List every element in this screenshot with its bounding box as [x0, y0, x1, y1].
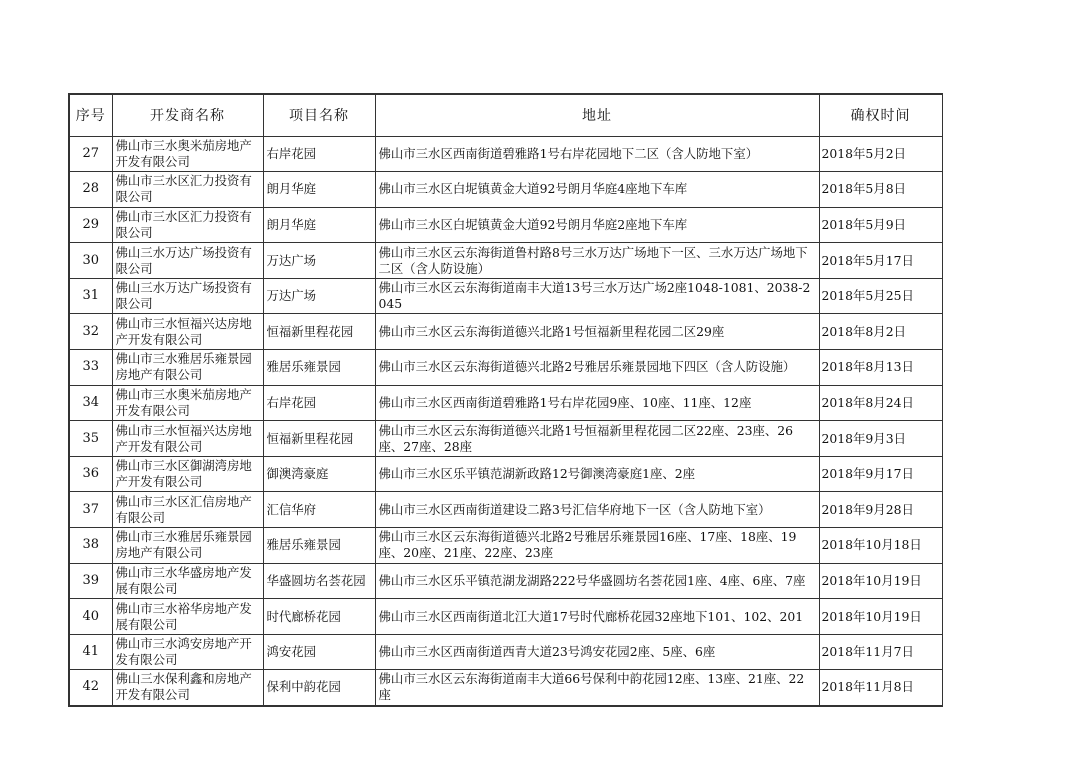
cell-project: 右岸花园	[263, 385, 375, 421]
cell-date: 2018年10月19日	[819, 563, 942, 599]
cell-date: 2018年8月13日	[819, 350, 942, 386]
cell-address: 佛山市三水区西南街道北江大道17号时代廊桥花园32座地下101、102、201	[375, 599, 819, 635]
cell-date: 2018年9月28日	[819, 492, 942, 528]
cell-project: 万达广场	[263, 243, 375, 279]
cell-no: 31	[69, 278, 112, 314]
cell-address: 佛山市三水区云东海街道德兴北路1号恒福新里程花园二区22座、23座、26座、27座、28座	[375, 421, 819, 457]
cell-developer: 佛山市三水区汇力投资有限公司	[112, 207, 263, 243]
cell-no: 40	[69, 599, 112, 635]
cell-developer: 佛山市三水恒福兴达房地产开发有限公司	[112, 314, 263, 350]
cell-address: 佛山市三水区白坭镇黄金大道92号朗月华庭4座地下车库	[375, 172, 819, 208]
cell-no: 35	[69, 421, 112, 457]
cell-address: 佛山市三水区乐平镇范湖新政路12号御澳湾豪庭1座、2座	[375, 456, 819, 492]
cell-address: 佛山市三水区云东海街道德兴北路2号雅居乐雍景园16座、17座、18座、19座、20座、21座、22座、23座	[375, 528, 819, 564]
cell-project: 保利中韵花园	[263, 670, 375, 706]
table-row	[69, 634, 942, 670]
cell-no: 41	[69, 634, 112, 670]
table-row	[69, 172, 942, 208]
cell-date: 2018年5月9日	[819, 207, 942, 243]
table-row	[69, 350, 942, 386]
table-row	[69, 278, 942, 314]
cell-no: 34	[69, 385, 112, 421]
header-developer: 开发商名称	[112, 94, 263, 136]
cell-developer: 佛山市三水恒福兴达房地产开发有限公司	[112, 421, 263, 457]
cell-project: 鸿安花园	[263, 634, 375, 670]
cell-date: 2018年8月2日	[819, 314, 942, 350]
header-row	[69, 94, 942, 136]
cell-address: 佛山市三水区白坭镇黄金大道92号朗月华庭2座地下车库	[375, 207, 819, 243]
header-project: 项目名称	[263, 94, 375, 136]
cell-address: 佛山市三水区云东海街道德兴北路1号恒福新里程花园二区29座	[375, 314, 819, 350]
table-row	[69, 385, 942, 421]
cell-developer: 佛山市三水区汇信房地产有限公司	[112, 492, 263, 528]
cell-address: 佛山市三水区乐平镇范湖龙湖路222号华盛圆坊名荟花园1座、4座、6座、7座	[375, 563, 819, 599]
table-row	[69, 563, 942, 599]
cell-developer: 佛山市三水区汇力投资有限公司	[112, 172, 263, 208]
cell-developer: 佛山市三水华盛房地产发展有限公司	[112, 563, 263, 599]
table-row	[69, 314, 942, 350]
property-rights-table	[68, 93, 943, 707]
cell-project: 右岸花园	[263, 136, 375, 172]
cell-date: 2018年10月19日	[819, 599, 942, 635]
cell-developer: 佛山三水万达广场投资有限公司	[112, 243, 263, 279]
cell-no: 32	[69, 314, 112, 350]
cell-address: 佛山市三水区云东海街道鲁村路8号三水万达广场地下一区、三水万达广场地下二区（含人防设施）	[375, 243, 819, 279]
table-row	[69, 492, 942, 528]
header-date: 确权时间	[819, 94, 942, 136]
header-no: 序号	[69, 94, 112, 136]
cell-no: 42	[69, 670, 112, 706]
cell-project: 恒福新里程花园	[263, 421, 375, 457]
cell-project: 雅居乐雍景园	[263, 350, 375, 386]
cell-project: 御澳湾豪庭	[263, 456, 375, 492]
table-body	[69, 136, 942, 706]
cell-no: 29	[69, 207, 112, 243]
cell-address: 佛山市三水区西南街道碧雅路1号右岸花园9座、10座、11座、12座	[375, 385, 819, 421]
cell-project: 万达广场	[263, 278, 375, 314]
cell-project: 华盛圆坊名荟花园	[263, 563, 375, 599]
cell-no: 33	[69, 350, 112, 386]
cell-no: 38	[69, 528, 112, 564]
cell-project: 雅居乐雍景园	[263, 528, 375, 564]
cell-developer: 佛山市三水雅居乐雍景园房地产有限公司	[112, 350, 263, 386]
cell-address: 佛山市三水区云东海街道德兴北路2号雅居乐雍景园地下四区（含人防设施）	[375, 350, 819, 386]
cell-developer: 佛山市三水鸿安房地产开发有限公司	[112, 634, 263, 670]
table-row	[69, 207, 942, 243]
table-row	[69, 243, 942, 279]
cell-date: 2018年5月17日	[819, 243, 942, 279]
table-row	[69, 528, 942, 564]
cell-date: 2018年11月7日	[819, 634, 942, 670]
cell-project: 时代廊桥花园	[263, 599, 375, 635]
cell-date: 2018年10月18日	[819, 528, 942, 564]
cell-date: 2018年9月17日	[819, 456, 942, 492]
table-row	[69, 421, 942, 457]
table-row	[69, 456, 942, 492]
cell-project: 朗月华庭	[263, 172, 375, 208]
cell-project: 汇信华府	[263, 492, 375, 528]
cell-date: 2018年9月3日	[819, 421, 942, 457]
cell-no: 37	[69, 492, 112, 528]
cell-no: 36	[69, 456, 112, 492]
table-row	[69, 670, 942, 706]
table-row	[69, 599, 942, 635]
cell-date: 2018年8月24日	[819, 385, 942, 421]
cell-developer: 佛山市三水裕华房地产发展有限公司	[112, 599, 263, 635]
cell-address: 佛山市三水区云东海街道南丰大道66号保利中韵花园12座、13座、21座、22座	[375, 670, 819, 706]
cell-developer: 佛山三水万达广场投资有限公司	[112, 278, 263, 314]
cell-date: 2018年5月2日	[819, 136, 942, 172]
cell-developer: 佛山市三水奥米茄房地产开发有限公司	[112, 385, 263, 421]
cell-developer: 佛山市三水奥米茄房地产开发有限公司	[112, 136, 263, 172]
cell-project: 恒福新里程花园	[263, 314, 375, 350]
cell-developer: 佛山三水保利鑫和房地产开发有限公司	[112, 670, 263, 706]
cell-project: 朗月华庭	[263, 207, 375, 243]
cell-date: 2018年11月8日	[819, 670, 942, 706]
cell-date: 2018年5月8日	[819, 172, 942, 208]
cell-address: 佛山市三水区西南街道碧雅路1号右岸花园地下二区（含人防地下室）	[375, 136, 819, 172]
cell-address: 佛山市三水区西南街道建设二路3号汇信华府地下一区（含人防地下室）	[375, 492, 819, 528]
table-header	[69, 94, 942, 136]
cell-address: 佛山市三水区云东海街道南丰大道13号三水万达广场2座1048-1081、2038-2045	[375, 278, 819, 314]
cell-address: 佛山市三水区西南街道西青大道23号鸿安花园2座、5座、6座	[375, 634, 819, 670]
header-address: 地址	[375, 94, 819, 136]
table-row	[69, 136, 942, 172]
cell-no: 39	[69, 563, 112, 599]
cell-no: 27	[69, 136, 112, 172]
cell-date: 2018年5月25日	[819, 278, 942, 314]
cell-no: 30	[69, 243, 112, 279]
cell-developer: 佛山市三水区御湖湾房地产开发有限公司	[112, 456, 263, 492]
cell-no: 28	[69, 172, 112, 208]
cell-developer: 佛山市三水雅居乐雍景园房地产有限公司	[112, 528, 263, 564]
